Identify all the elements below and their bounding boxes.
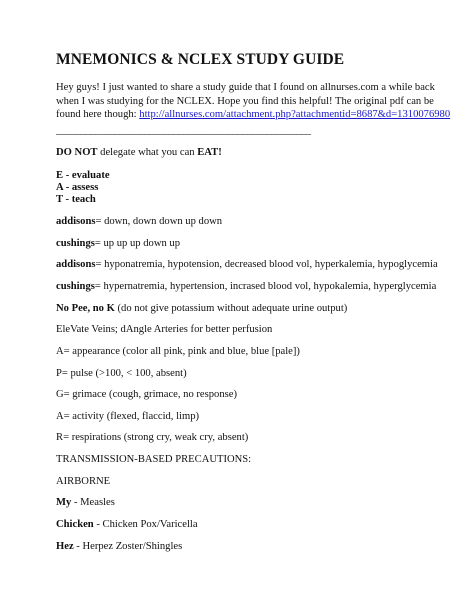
line-text: R= respirations (strong cry, weak cry, absent) bbox=[56, 432, 249, 443]
line-text: = up up up down up bbox=[94, 238, 181, 249]
line-bold: A - assess bbox=[56, 182, 99, 193]
line-bold: cushings bbox=[56, 238, 95, 249]
line-airborne bbox=[56, 476, 110, 487]
line-apgar-pulse bbox=[56, 368, 187, 379]
line-text: A= appearance (color all pink, pink and blue, blue [pale]) bbox=[56, 346, 300, 357]
divider-line: ____________________________________________________ bbox=[56, 125, 311, 136]
line-assess bbox=[56, 182, 98, 193]
line-elevate-veins bbox=[56, 324, 272, 335]
line-evaluate bbox=[56, 170, 110, 181]
line-text: AIRBORNE bbox=[56, 476, 111, 487]
intro-paragraph bbox=[56, 81, 456, 122]
line-bold: Chicken bbox=[56, 519, 94, 530]
line-bold: No Pee, no K bbox=[56, 303, 115, 314]
line-text: (do not give potassium without adequate urine output) bbox=[114, 303, 348, 314]
line-precautions-heading bbox=[56, 454, 251, 465]
line-bold: DO NOT bbox=[56, 147, 98, 158]
line-cushings-detail bbox=[56, 281, 436, 292]
line-apgar-activity bbox=[56, 411, 199, 422]
line-herpes-zoster bbox=[56, 541, 182, 552]
line-text: = hypernatremia, hypertension, incrased blood vol, hypokalemia, hyperglycemia bbox=[94, 281, 437, 292]
line-bold: E - evaluate bbox=[56, 170, 110, 181]
line-addisons-pattern bbox=[56, 216, 222, 227]
line-bold: T - teach bbox=[56, 194, 96, 205]
line-apgar-appearance bbox=[56, 346, 300, 357]
line-bold: My bbox=[56, 497, 72, 508]
line-cushings-pattern bbox=[56, 238, 180, 249]
line-bold: Hez bbox=[56, 541, 74, 552]
line-do-not-delegate bbox=[56, 147, 222, 158]
line-chicken-pox bbox=[56, 519, 198, 530]
line-text: delegate what you can bbox=[97, 147, 198, 158]
page-title: MNEMONICS & NCLEX STUDY GUIDE bbox=[56, 51, 345, 68]
line-text: - Measles bbox=[71, 497, 115, 508]
line-text: TRANSMISSION-BASED PRECAUTIONS: bbox=[56, 454, 252, 465]
line-apgar-respirations bbox=[56, 432, 248, 443]
line-measles bbox=[56, 497, 115, 508]
line-text: P= pulse (>100, < 100, absent) bbox=[56, 368, 187, 379]
line-no-pee-no-k bbox=[56, 303, 347, 314]
line-addisons-detail bbox=[56, 259, 438, 270]
line-bold-2: EAT! bbox=[197, 147, 222, 158]
intro-text: Hey guys! I just wanted to share a study guide that I found on allnurses.com a while back when I was studying for the NCLEX. Hope you find this helpful! The original pdf can be found here though: bbox=[56, 82, 435, 120]
line-text: - Chicken Pox/Varicella bbox=[93, 519, 198, 530]
line-bold: cushings bbox=[56, 281, 95, 292]
line-apgar-grimace bbox=[56, 389, 237, 400]
line-text: G= grimace (cough, grimace, no response) bbox=[56, 389, 237, 400]
line-text: - Herpez Zoster/Shingles bbox=[73, 541, 183, 552]
line-teach bbox=[56, 194, 96, 205]
line-text: = hyponatremia, hypotension, decreased blood vol, hyperkalemia, hypoglycemia bbox=[95, 259, 438, 270]
line-bold: addisons bbox=[56, 259, 96, 270]
line-text: A= activity (flexed, flaccid, limp) bbox=[56, 411, 200, 422]
line-text: EleVate Veins; dAngle Arteries for better perfusion bbox=[56, 324, 273, 335]
line-text: = down, down down up down bbox=[95, 216, 223, 227]
original-pdf-link[interactable]: http://allnurses.com/attachment.php?attachmentid=8687&d=1310076980 bbox=[139, 109, 451, 120]
line-bold: addisons bbox=[56, 216, 96, 227]
